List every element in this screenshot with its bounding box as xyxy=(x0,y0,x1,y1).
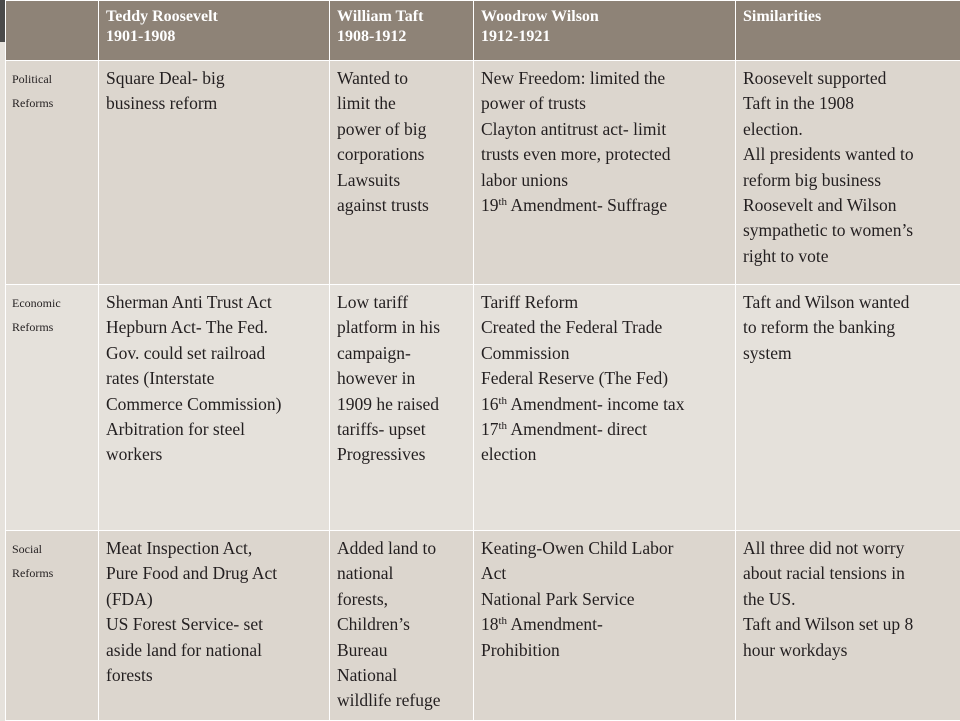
cell-similarities-social: All three did not worry about racial tensions in the US. Taft and Wilson set up 8 hour workdays xyxy=(736,531,960,721)
amendment-18: 18th Amendment- xyxy=(481,612,735,637)
cell-roosevelt-social: Meat Inspection Act, Pure Food and Drug Act (FDA) US Forest Service- set aside land for national forests xyxy=(99,531,330,721)
row-label-social: Social Reforms xyxy=(6,531,99,721)
cell-wilson-social: Keating-Owen Child Labor Act National Park Service 18th Amendment- Prohibition xyxy=(474,531,736,721)
table-row-social-reforms xyxy=(6,531,960,721)
cell-roosevelt-economic: Sherman Anti Trust Act Hepburn Act- The Fed. Gov. could set railroad rates (Interstate Commerce Commission) Arbitration for steel workers xyxy=(99,285,330,531)
header-taft: William Taft 1908-1912 xyxy=(330,1,474,61)
header-corner xyxy=(6,1,99,61)
header-wilson: Woodrow Wilson 1912-1921 xyxy=(474,1,736,61)
cell-wilson-economic: Tariff Reform Created the Federal Trade Commission Federal Reserve (The Fed) 16th Amendment- income tax 17th Amendment- direct election xyxy=(474,285,736,531)
cell-similarities-political: Roosevelt supported Taft in the 1908 election. All presidents wanted to reform big business Roosevelt and Wilson sympathetic to women’s right to vote xyxy=(736,61,960,285)
cell-taft-economic: Low tariff platform in his campaign- however in 1909 he raised tariffs- upset Progressives xyxy=(330,285,474,531)
table-row-political-reforms xyxy=(6,61,960,285)
header-row xyxy=(6,1,960,61)
row-label-economic: Economic Reforms xyxy=(6,285,99,531)
amendment-17: 17th Amendment- direct xyxy=(481,417,735,442)
header-roosevelt: Teddy Roosevelt 1901-1908 xyxy=(99,1,330,61)
amendment-16: 16th Amendment- income tax xyxy=(481,392,735,417)
cell-taft-political: Wanted to limit the power of big corporations Lawsuits against trusts xyxy=(330,61,474,285)
cell-taft-social: Added land to national forests, Children’s Bureau National wildlife refuge xyxy=(330,531,474,721)
cell-similarities-economic: Taft and Wilson wanted to reform the banking system xyxy=(736,285,960,531)
row-label-political: Political Reforms xyxy=(6,61,99,285)
cell-roosevelt-political: Square Deal- big business reform xyxy=(99,61,330,285)
amendment-19: 19th Amendment- Suffrage xyxy=(481,193,735,218)
table-row-economic-reforms xyxy=(6,285,960,531)
presidents-comparison-table xyxy=(5,0,960,721)
cell-wilson-political: New Freedom: limited the power of trusts Clayton antitrust act- limit trusts even more, protected labor unions 19th Amendment- Suffrage xyxy=(474,61,736,285)
header-similarities: Similarities xyxy=(736,1,960,61)
